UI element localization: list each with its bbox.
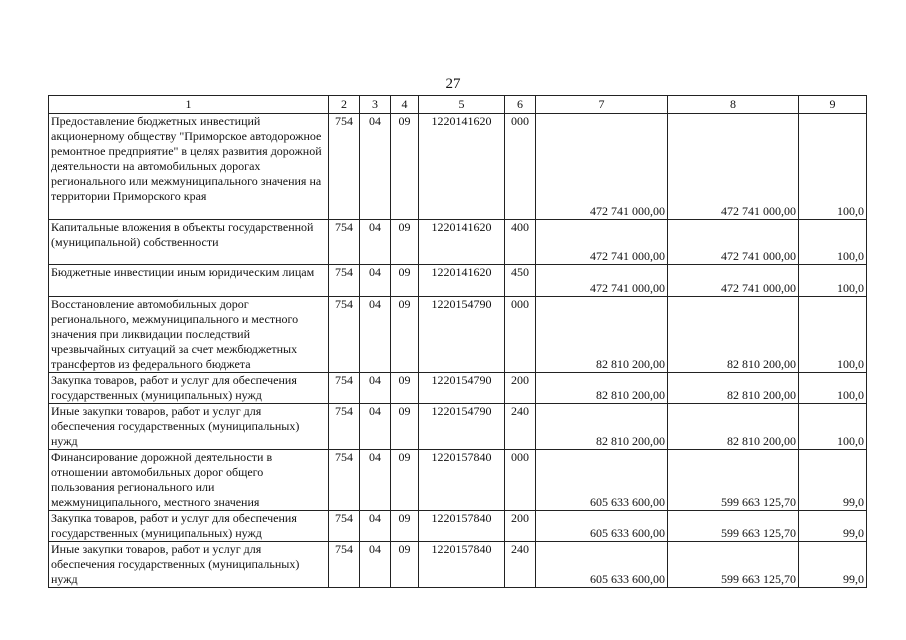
row-name: Восстановление автомобильных дорог регионального, межмуниципального и местного значения при ликвидации последствий чрезвычайных ситуаций за счет межбюджетных трансфертов из федерального бюджета (49, 297, 329, 373)
row-section: 04 (360, 404, 391, 450)
row-section: 04 (360, 114, 391, 220)
row-admin-code: 754 (329, 114, 360, 220)
row-expense-type: 400 (505, 220, 536, 265)
row-percent: 100,0 (799, 114, 867, 220)
row-target-article: 1220157840 (419, 450, 505, 511)
row-subsection: 09 (391, 404, 419, 450)
row-executed: 599 663 125,70 (668, 542, 799, 588)
row-target-article: 1220154790 (419, 373, 505, 404)
budget-table (48, 95, 867, 588)
table-row (49, 114, 867, 220)
row-expense-type: 000 (505, 297, 536, 373)
row-subsection: 09 (391, 265, 419, 297)
table-row (49, 265, 867, 297)
row-planned: 605 633 600,00 (536, 511, 668, 542)
row-percent: 100,0 (799, 265, 867, 297)
row-percent: 99,0 (799, 542, 867, 588)
row-planned: 472 741 000,00 (536, 114, 668, 220)
row-executed: 82 810 200,00 (668, 404, 799, 450)
row-planned: 605 633 600,00 (536, 542, 668, 588)
row-planned: 472 741 000,00 (536, 220, 668, 265)
row-section: 04 (360, 511, 391, 542)
row-expense-type: 000 (505, 450, 536, 511)
row-admin-code: 754 (329, 220, 360, 265)
row-percent: 100,0 (799, 373, 867, 404)
header-col-5: 5 (419, 96, 505, 114)
header-col-7: 7 (536, 96, 668, 114)
row-target-article: 1220154790 (419, 297, 505, 373)
row-admin-code: 754 (329, 542, 360, 588)
row-executed: 82 810 200,00 (668, 297, 799, 373)
row-name: Иные закупки товаров, работ и услуг для обеспечения государственных (муниципальных) нужд (49, 542, 329, 588)
row-planned: 472 741 000,00 (536, 265, 668, 297)
header-col-4: 4 (391, 96, 419, 114)
row-target-article: 1220141620 (419, 220, 505, 265)
row-planned: 82 810 200,00 (536, 297, 668, 373)
row-subsection: 09 (391, 373, 419, 404)
row-expense-type: 200 (505, 373, 536, 404)
row-section: 04 (360, 265, 391, 297)
row-executed: 472 741 000,00 (668, 220, 799, 265)
header-row (49, 96, 867, 114)
row-percent: 100,0 (799, 220, 867, 265)
row-executed: 472 741 000,00 (668, 265, 799, 297)
row-target-article: 1220157840 (419, 542, 505, 588)
row-subsection: 09 (391, 114, 419, 220)
row-executed: 472 741 000,00 (668, 114, 799, 220)
row-percent: 100,0 (799, 404, 867, 450)
row-name: Иные закупки товаров, работ и услуг для обеспечения государственных (муниципальных) нужд (49, 404, 329, 450)
row-executed: 599 663 125,70 (668, 511, 799, 542)
row-name: Закупка товаров, работ и услуг для обеспечения государственных (муниципальных) нужд (49, 511, 329, 542)
row-percent: 100,0 (799, 297, 867, 373)
row-percent: 99,0 (799, 511, 867, 542)
row-name: Предоставление бюджетных инвестиций акционерному обществу "Приморское автодорожное ремонтное предприятие" в целях развития дорожной деятельности на автомобильных дорогах регионального или межмуниципального значения на территории Приморского края (49, 114, 329, 220)
row-name: Бюджетные инвестиции иным юридическим лицам (49, 265, 329, 297)
row-admin-code: 754 (329, 265, 360, 297)
row-subsection: 09 (391, 220, 419, 265)
header-col-1: 1 (49, 96, 329, 114)
header-col-8: 8 (668, 96, 799, 114)
row-target-article: 1220154790 (419, 404, 505, 450)
row-subsection: 09 (391, 297, 419, 373)
table-row (49, 373, 867, 404)
row-section: 04 (360, 297, 391, 373)
page-number: 27 (445, 76, 461, 92)
header-col-3: 3 (360, 96, 391, 114)
table-row (49, 542, 867, 588)
table-row (49, 220, 867, 265)
table-row (49, 297, 867, 373)
row-name: Капитальные вложения в объекты государственной (муниципальной) собственности (49, 220, 329, 265)
row-planned: 82 810 200,00 (536, 373, 668, 404)
row-subsection: 09 (391, 450, 419, 511)
header-col-9: 9 (799, 96, 867, 114)
header-col-6: 6 (505, 96, 536, 114)
row-name: Закупка товаров, работ и услуг для обеспечения государственных (муниципальных) нужд (49, 373, 329, 404)
row-admin-code: 754 (329, 404, 360, 450)
row-section: 04 (360, 373, 391, 404)
row-subsection: 09 (391, 511, 419, 542)
row-executed: 599 663 125,70 (668, 450, 799, 511)
row-percent: 99,0 (799, 450, 867, 511)
row-target-article: 1220157840 (419, 511, 505, 542)
row-subsection: 09 (391, 542, 419, 588)
row-admin-code: 754 (329, 373, 360, 404)
row-expense-type: 240 (505, 404, 536, 450)
row-target-article: 1220141620 (419, 265, 505, 297)
row-target-article: 1220141620 (419, 114, 505, 220)
row-expense-type: 240 (505, 542, 536, 588)
row-planned: 82 810 200,00 (536, 404, 668, 450)
row-admin-code: 754 (329, 511, 360, 542)
header-col-2: 2 (329, 96, 360, 114)
row-expense-type: 000 (505, 114, 536, 220)
row-admin-code: 754 (329, 450, 360, 511)
table-row (49, 404, 867, 450)
row-executed: 82 810 200,00 (668, 373, 799, 404)
row-expense-type: 200 (505, 511, 536, 542)
row-planned: 605 633 600,00 (536, 450, 668, 511)
row-section: 04 (360, 542, 391, 588)
row-section: 04 (360, 450, 391, 511)
row-section: 04 (360, 220, 391, 265)
row-expense-type: 450 (505, 265, 536, 297)
table-row (49, 511, 867, 542)
row-name: Финансирование дорожной деятельности в отношении автомобильных дорог общего пользования регионального или межмуниципального, местного значения (49, 450, 329, 511)
table-row (49, 450, 867, 511)
row-admin-code: 754 (329, 297, 360, 373)
